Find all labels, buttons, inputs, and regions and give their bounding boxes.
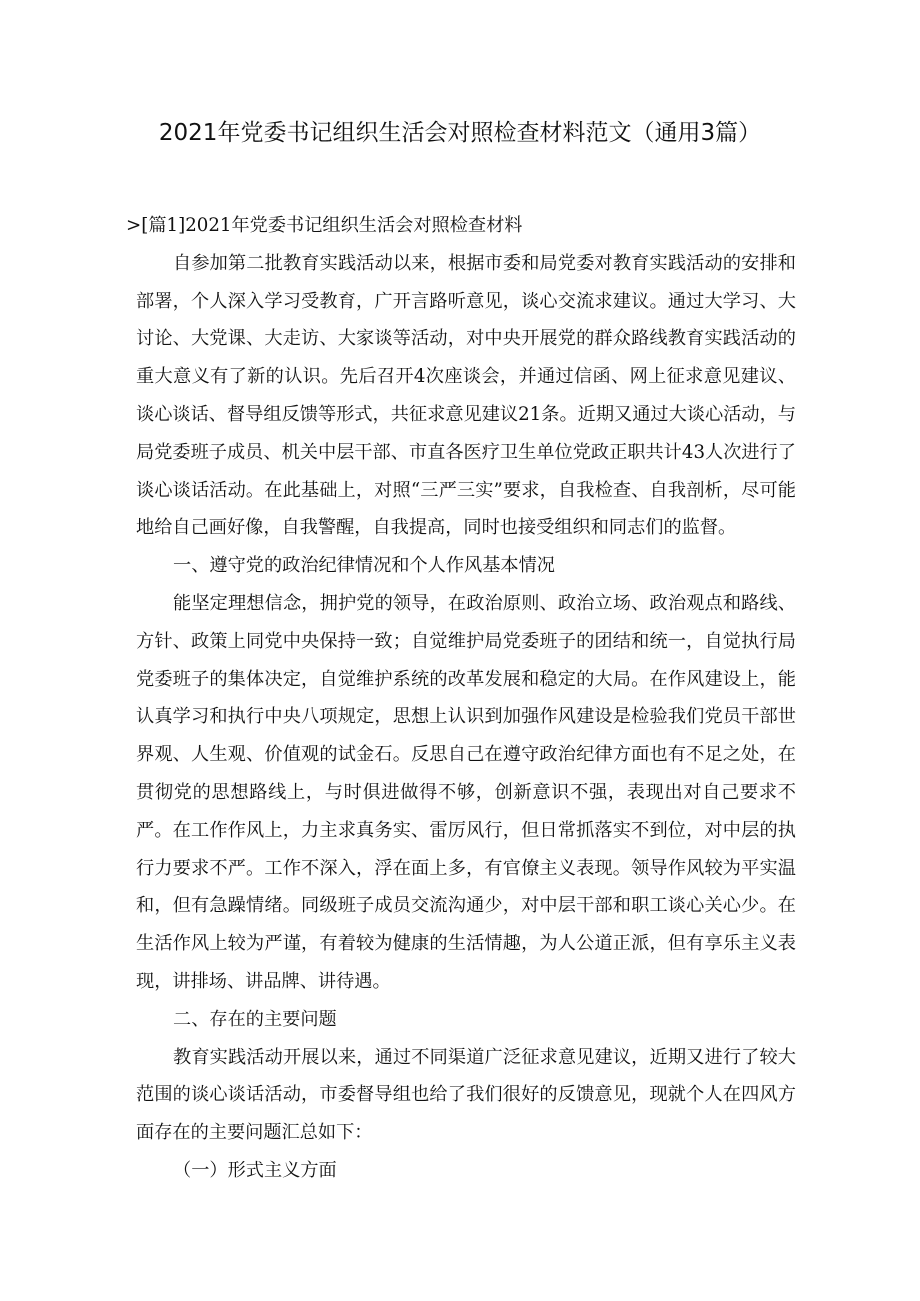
- heading-part-one: 一、遵守党的政治纪律情况和个人作风基本情况: [173, 555, 555, 577]
- document-body: [126, 207, 796, 1190]
- section-heading: >[篇1]2021年党委书记组织生活会对照检查材料: [126, 215, 523, 236]
- paragraph-intro: 自参加第二批教育实践活动以来，根据市委和局党委对教育实践活动的安排和部署，个人深入学习受教育，广开言路听意见，谈心交流求建议。通过大学习、大讨论、大党课、大走访、大家谈等活动，对中央开展党的群众路线教育实践活动的重大意义有了新的认识。先后召开4次座谈会，并通过信函、网上征求意见建议、谈心谈话、督导组反馈等形式，共征求意见建议21条。近期又通过大谈心活动，与局党委班子成员、机关中层干部、市直各医疗卫生单位党政正职共计43人次进行了谈心谈话活动。在此基础上，对照“三严三实”要求，自我检查、自我剖析，尽可能地给自己画好像，自我警醒，自我提高，同时也接受组织和同志们的监督。: [136, 252, 796, 539]
- document-title: 2021年党委书记组织生活会对照检查材料范文（通用3篇）: [158, 120, 762, 146]
- paragraph-part-one: 能坚定理想信念，拥护党的领导，在政治原则、政治立场、政治观点和路线、方针、政策上同党中央保持一致；自觉维护局党委班子的团结和统一，自觉执行局党委班子的集体决定，自觉维护系统的改革发展和稳定的大局。在作风建设上，能认真学习和执行中央八项规定，思想上认识到加强作风建设是检验我们党员干部世界观、人生观、价值观的试金石。反思自己在遵守政治纪律方面也有不足之处，在贯彻党的思想路线上，与时俱进做得不够，创新意识不强，表现出对自己要求不严。在工作作风上，力主求真务实、雷厉风行，但日常抓落实不到位，对中层的执行力要求不严。工作不深入，浮在面上多，有官僚主义表现。领导作风较为平实温和，但有急躁情绪。同级班子成员交流沟通少，对中层干部和职工谈心关心少。在生活作风上较为严谨，有着较为健康的生活情趣，为人公道正派，但有享乐主义表现，讲排场、讲品牌、讲待遇。: [136, 592, 796, 992]
- subheading-formalism: （一）形式主义方面: [173, 1159, 337, 1181]
- heading-part-two: 二、存在的主要问题: [173, 1008, 337, 1030]
- paragraph-part-two: 教育实践活动开展以来，通过不同渠道广泛征求意见建议，近期又进行了较大范围的谈心谈话活动，市委督导组也给了我们很好的反馈意见，现就个人在四风方面存在的主要问题汇总如下：: [136, 1046, 796, 1144]
